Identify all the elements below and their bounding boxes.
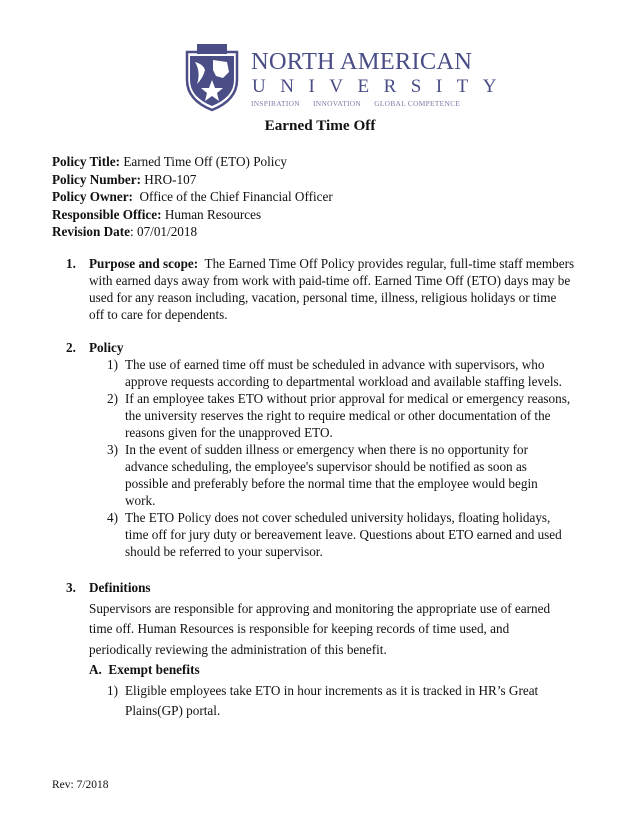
policy-item bbox=[107, 356, 609, 390]
meta-value: HRO-107 bbox=[141, 171, 197, 187]
definition-item bbox=[107, 681, 609, 722]
paragraph-line: Supervisors are responsible for approving and monitoring the appropriate use of earned bbox=[89, 600, 551, 616]
university-logo bbox=[183, 42, 511, 112]
item-line: In the event of sudden illness or emergency when there is no opportunity for bbox=[125, 442, 528, 457]
revision-footer: Rev: 7/2018 bbox=[52, 779, 109, 791]
paragraph-line: time off. Human Resources is responsible for keeping records of time used, and bbox=[89, 621, 510, 636]
meta-value: Human Resources bbox=[161, 206, 262, 222]
paragraph-line: off to care for dependents. bbox=[89, 307, 228, 322]
paragraph-line bbox=[89, 255, 609, 272]
item-number: 4) bbox=[107, 510, 118, 525]
meta-policy-title bbox=[52, 153, 333, 171]
paragraph-text: The Earned Time Off Policy provides regular, full-time staff members bbox=[198, 256, 575, 271]
section-number: 1. bbox=[66, 256, 76, 271]
paragraph-line: with earned days away from work with paid-time off. Earned Time Off (ETO) days may be bbox=[89, 273, 571, 288]
item-number: 1) bbox=[107, 682, 118, 698]
meta-policy-owner bbox=[52, 188, 333, 206]
item-line: approve requests according to departmental workload and available staffing levels. bbox=[125, 374, 562, 389]
org-name: NORTH AMERICAN bbox=[251, 48, 473, 75]
meta-label: Revision Date bbox=[52, 224, 131, 239]
section-definitions bbox=[52, 578, 612, 722]
item-number: 1) bbox=[107, 357, 118, 372]
policy-metadata bbox=[52, 153, 333, 241]
item-line: advance scheduling, the employee's supervisor should be notified as soon as bbox=[125, 459, 527, 474]
section-number: 3. bbox=[66, 580, 76, 595]
meta-policy-number bbox=[52, 171, 333, 189]
paragraph-line: periodically reviewing the administration of this benefit. bbox=[89, 641, 387, 657]
policy-item bbox=[107, 390, 609, 441]
meta-label: Policy Title: bbox=[52, 154, 121, 169]
paragraph-line: used for any reason including, vacation, personal time, illness, religious holidays or time bbox=[89, 290, 557, 305]
policy-item bbox=[107, 509, 609, 560]
item-line: Plains(GP) portal. bbox=[125, 703, 221, 718]
item-number: 3) bbox=[107, 442, 118, 457]
shield-crest-icon bbox=[183, 42, 241, 112]
meta-value: : 07/01/2018 bbox=[130, 224, 198, 239]
section-purpose bbox=[52, 255, 612, 323]
item-line: possible and preferably before the normal time that the employee would begin bbox=[125, 476, 538, 491]
meta-label: Policy Owner: bbox=[52, 189, 133, 204]
meta-label: Responsible Office: bbox=[52, 206, 162, 222]
section-heading: Definitions bbox=[89, 580, 151, 595]
item-line: time off for jury duty or bereavement leave. Questions about ETO earned and used bbox=[125, 527, 562, 542]
policy-item bbox=[107, 441, 609, 509]
item-number: 2) bbox=[107, 391, 118, 406]
item-line: If an employee takes ETO without prior approval for medical or emergency reasons, bbox=[125, 391, 571, 406]
tagline-word: INSPIRATION bbox=[251, 99, 300, 108]
meta-value: Office of the Chief Financial Officer bbox=[132, 189, 333, 204]
section-heading: Policy bbox=[89, 340, 124, 355]
item-line: Eligible employees take ETO in hour increments as it is tracked in HR’s Great bbox=[125, 682, 539, 698]
meta-revision-date bbox=[52, 223, 333, 241]
item-line: the university reserves the right to require medical or other documentation of the bbox=[125, 408, 551, 423]
section-heading: Purpose and scope: bbox=[89, 256, 199, 271]
meta-responsible-office bbox=[52, 206, 333, 224]
item-line: work. bbox=[125, 493, 156, 508]
document-title: Earned Time Off bbox=[264, 117, 376, 134]
item-line: The use of earned time off must be scheduled in advance with supervisors, who bbox=[125, 357, 545, 372]
org-subtitle: UNIVERSITY bbox=[252, 76, 511, 97]
meta-value: Earned Time Off (ETO) Policy bbox=[120, 154, 287, 169]
section-number: 2. bbox=[66, 340, 76, 355]
subsection-heading: A. Exempt benefits bbox=[89, 662, 200, 677]
org-tagline bbox=[251, 99, 471, 108]
meta-label: Policy Number: bbox=[52, 171, 141, 187]
item-line: reasons given for the unapproved ETO. bbox=[125, 425, 333, 440]
item-line: should be referred to your supervisor. bbox=[125, 544, 323, 559]
tagline-word: INNOVATION bbox=[313, 99, 362, 108]
item-line: The ETO Policy does not cover scheduled university holidays, floating holidays, bbox=[125, 510, 551, 525]
tagline-word: GLOBAL COMPETENCE bbox=[374, 99, 461, 108]
section-policy bbox=[52, 339, 612, 560]
